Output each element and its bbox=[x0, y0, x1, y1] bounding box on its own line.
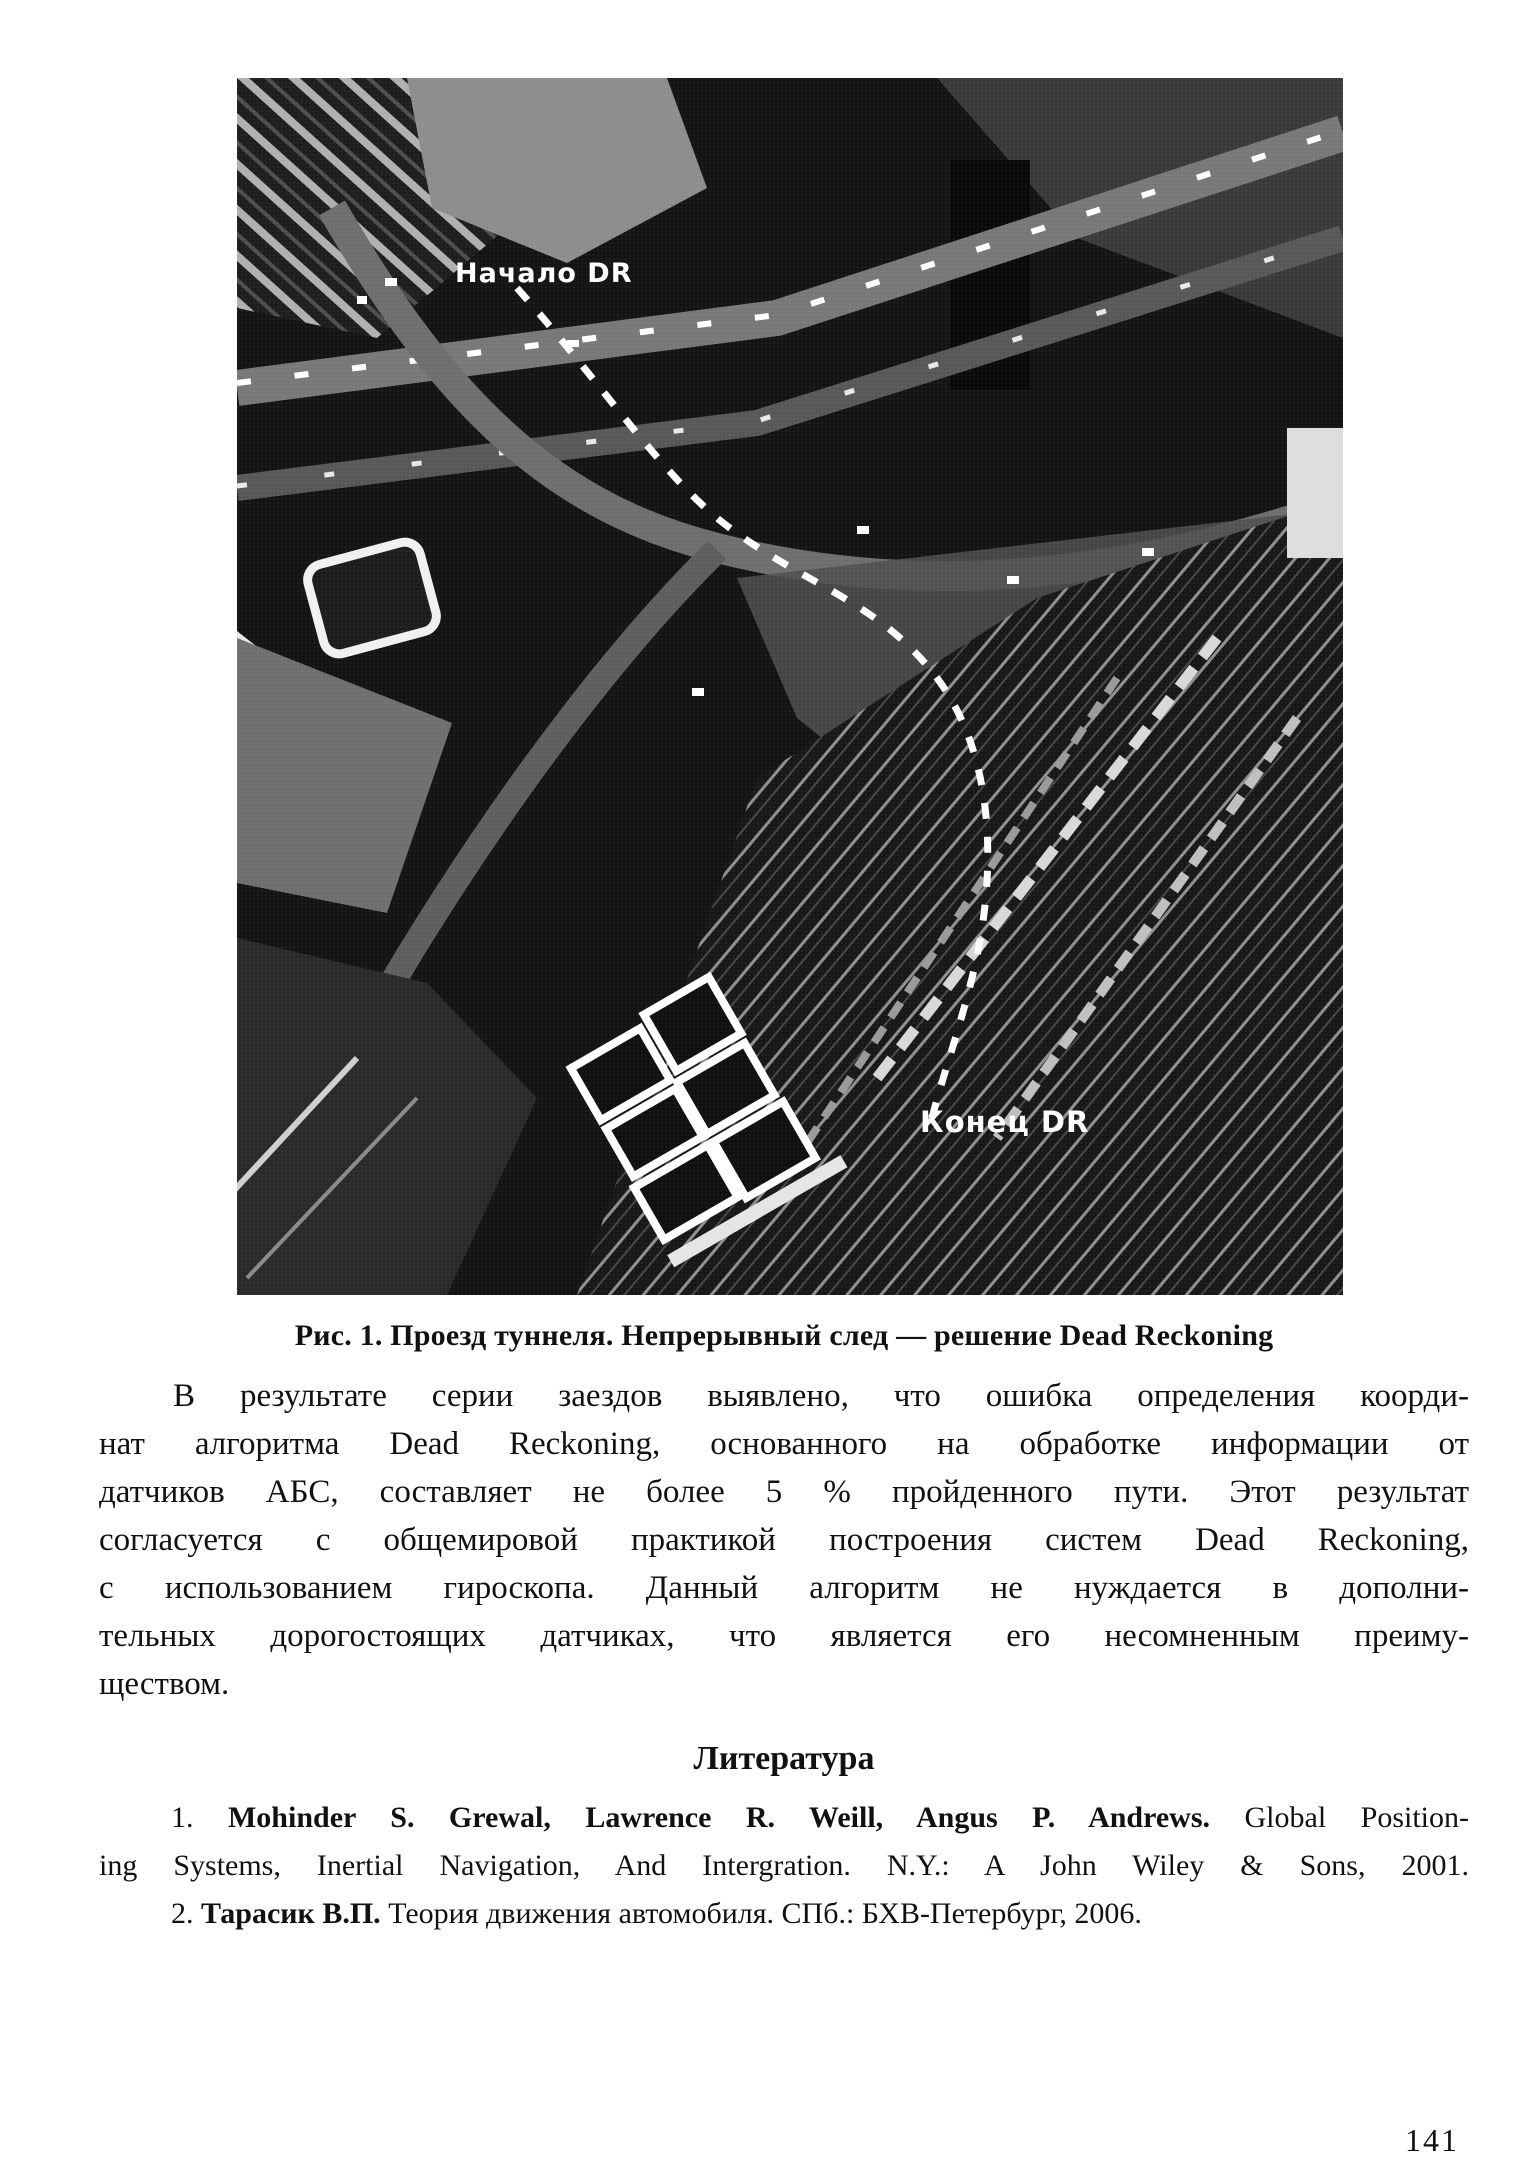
body-line: В результате серии заездов выявлено, что ошибка определения коорди- bbox=[173, 1378, 1469, 1414]
reference-2-authors: Тарасик В.П. bbox=[201, 1897, 381, 1930]
map-label-end: Конец DR bbox=[920, 1105, 1090, 1139]
body-line: ществом. bbox=[99, 1666, 230, 1702]
reference-1-number: 1. bbox=[171, 1801, 228, 1834]
reference-2-title: Теория движения автомобиля. СПб.: БХВ-Петербург, 2006. bbox=[380, 1897, 1142, 1930]
map-label-start: Начало DR bbox=[455, 258, 633, 289]
reference-1-line-2: ing Systems, Inertial Navigation, And Intergration. N.Y.: A John Wiley & Sons, 2001. bbox=[99, 1849, 1469, 1882]
reference-1-line-1 bbox=[99, 1794, 1469, 1842]
page-number: 141 bbox=[1405, 2122, 1459, 2158]
body-line: согласуется с общемировой практикой построения систем Dead Reckoning, bbox=[99, 1522, 1469, 1558]
body-line: тельных дорогостоящих датчиках, что является его несомненным преиму- bbox=[99, 1618, 1469, 1654]
reference-2 bbox=[99, 1890, 1469, 1938]
figure-satellite-image bbox=[237, 78, 1343, 1295]
references-list bbox=[99, 1794, 1469, 1938]
body-line: датчиков АБС, составляет не более 5 % пройденного пути. Этот результат bbox=[99, 1474, 1469, 1510]
reference-1-title: Global Position- bbox=[1210, 1801, 1469, 1834]
body-line: с использованием гироскопа. Данный алгоритм не нуждается в дополни- bbox=[99, 1570, 1469, 1606]
body-paragraph bbox=[99, 1372, 1469, 1708]
reference-2-number: 2. bbox=[171, 1897, 201, 1930]
satellite-map bbox=[237, 78, 1343, 1295]
reference-1-authors: Mohinder S. Grewal, Lawrence R. Weill, Angus P. Andrews. bbox=[227, 1801, 1211, 1834]
references-heading: Литература bbox=[693, 1740, 875, 1777]
body-line: нат алгоритма Dead Reckoning, основанного на обработке информации от bbox=[99, 1426, 1469, 1462]
figure-caption: Рис. 1. Проезд туннеля. Непрерывный след — решение Dead Reckoning bbox=[294, 1319, 1274, 1352]
map-halftone-overlay bbox=[237, 78, 1343, 1295]
